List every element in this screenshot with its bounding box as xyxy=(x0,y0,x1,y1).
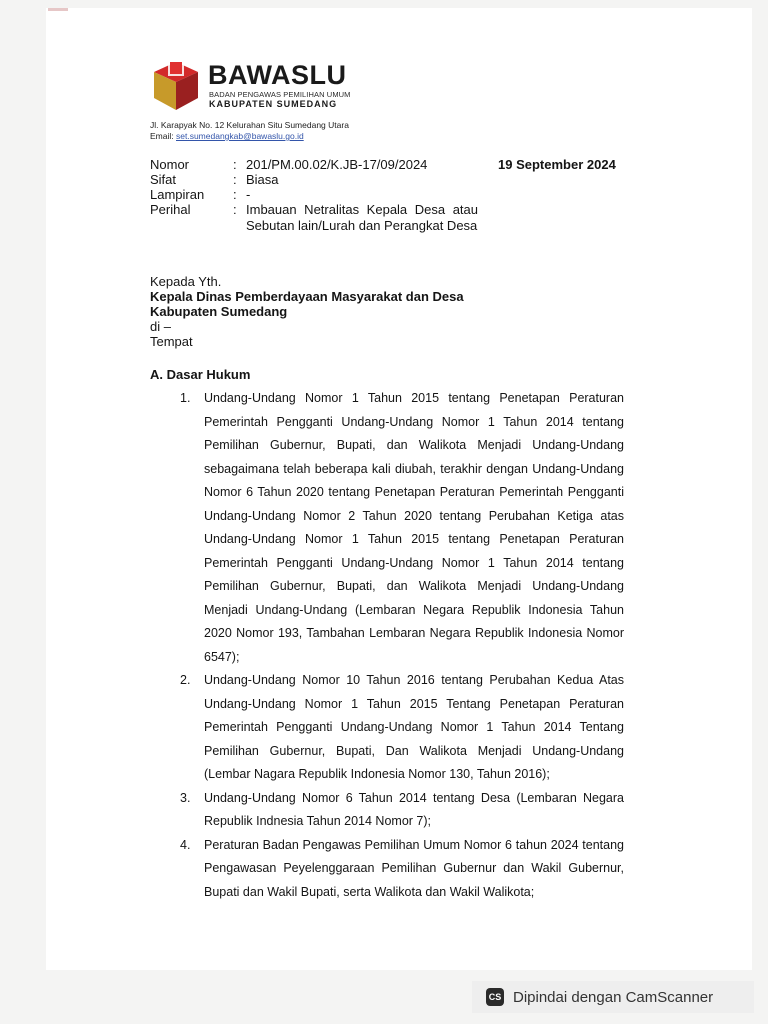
letter-date: 19 September 2024 xyxy=(498,157,616,172)
nomor-label: Nomor xyxy=(150,157,190,172)
list-number: 2. xyxy=(180,673,191,687)
camscanner-badge xyxy=(472,981,754,1013)
scan-artifact xyxy=(48,8,68,11)
org-address: Jl. Karapyak No. 12 Kelurahan Situ Sumedang Utara xyxy=(150,120,349,130)
org-region: KABUPATEN SUMEDANG xyxy=(209,99,338,109)
recipient-region: Kabupaten Sumedang xyxy=(150,304,288,319)
perihal-value: Imbauan Netralitas Kepala Desa atau Sebutan lain/Lurah dan Perangkat Desa xyxy=(246,202,478,233)
lampiran-label: Lampiran xyxy=(150,187,205,202)
email-label: Email: xyxy=(150,131,174,141)
recipient-place: Tempat xyxy=(150,334,193,349)
recipient-name: Kepala Dinas Pemberdayaan Masyarakat dan Desa xyxy=(150,289,464,304)
list-text: Undang-Undang Nomor 10 Tahun 2016 tentang Perubahan Kedua Atas Undang-Undang Nomor 1 Tahun 2015 Tentang Penetapan Peraturan Pemerintah Pengganti Undang-Undang Nomor 1 Tahun 2014 Tentang Pemilihan Gubernur, Bupati, Dan Walikota Menjadi Undang-Undang (Lembar Nagara Republik Indonesia Nomor 130, Tahun 2016); xyxy=(204,673,624,781)
email-link[interactable]: set.sumedangkab@bawaslu.go.id xyxy=(176,131,304,141)
section-heading: A. Dasar Hukum xyxy=(150,367,251,382)
perihal-label: Perihal xyxy=(150,202,191,217)
sifat-label: Sifat xyxy=(150,172,177,187)
list-number: 1. xyxy=(180,391,191,405)
bawaslu-logo-icon xyxy=(150,58,204,114)
list-item xyxy=(180,834,624,905)
list-item xyxy=(180,669,624,787)
recipient-at: di – xyxy=(150,319,171,334)
camscanner-text: Dipindai dengan CamScanner xyxy=(513,988,714,1006)
recipient-block xyxy=(150,274,464,349)
recipient-greeting: Kepada Yth. xyxy=(150,274,222,289)
list-text: Undang-Undang Nomor 6 Tahun 2014 tentang Desa (Lembaran Negara Republik Indnesia Tahun 2014 Nomor 7); xyxy=(204,790,624,828)
colon: : xyxy=(233,187,237,202)
camscanner-icon: CS xyxy=(486,988,504,1006)
colon: : xyxy=(233,202,237,217)
colon: : xyxy=(233,157,237,172)
list-text: Undang-Undang Nomor 1 Tahun 2015 tentang Penetapan Peraturan Pemerintah Pengganti Undang-Undang Nomor 1 Tahun 2014 tentang Pemilihan Gubernur, Bupati, dan Walikota Menjadi Undang-Undang sebagaimana telah beberapa kali diubah, terakhir dengan Undang-Undang Nomor 6 Tahun 2020 tentang Penetapan Peraturan Pemerintah Pengganti Undang-Undang Nomor 2 Tahun 2020 tentang Perubahan Ketiga atas Undang-Undang Nomor 1 Tahun 2015 tentang Penetapan Peraturan Pemerintah Pengganti Undang-Undang Nomor 1 Tahun 2014 tentang Pemilihan Gubernur, Bupati, dan Walikota Menjadi Undang-Undang Menjadi Undang-Undang (Lembaran Negara Republik Indonesia Tahun 2020 Nomor 193, Tambahan Lembaran Negara Republik Indonesia Nomor 6547); xyxy=(204,391,624,664)
colon: : xyxy=(233,172,237,187)
list-item xyxy=(180,387,624,669)
sifat-value: Biasa xyxy=(246,172,279,187)
legal-basis-list xyxy=(180,387,624,904)
lampiran-value: - xyxy=(246,187,251,202)
letterhead-logo xyxy=(150,58,390,114)
org-name: BAWASLU xyxy=(208,60,347,90)
org-subtitle: BADAN PENGAWAS PEMILIHAN UMUM xyxy=(209,90,351,99)
list-item xyxy=(180,787,624,834)
list-number: 3. xyxy=(180,790,191,805)
org-email-line xyxy=(150,131,304,142)
list-text: Peraturan Badan Pengawas Pemilihan Umum Nomor 6 tahun 2024 tentang Pengawasan Peyelenggaraan Pemilihan Gubernur dan Wakil Gubernur, Bupati dan Wakil Bupati, serta Walikota dan Wakil Walikota; xyxy=(204,837,624,899)
nomor-value: 201/PM.00.02/K.JB-17/09/2024 xyxy=(246,157,428,172)
list-number: 4. xyxy=(180,837,191,852)
